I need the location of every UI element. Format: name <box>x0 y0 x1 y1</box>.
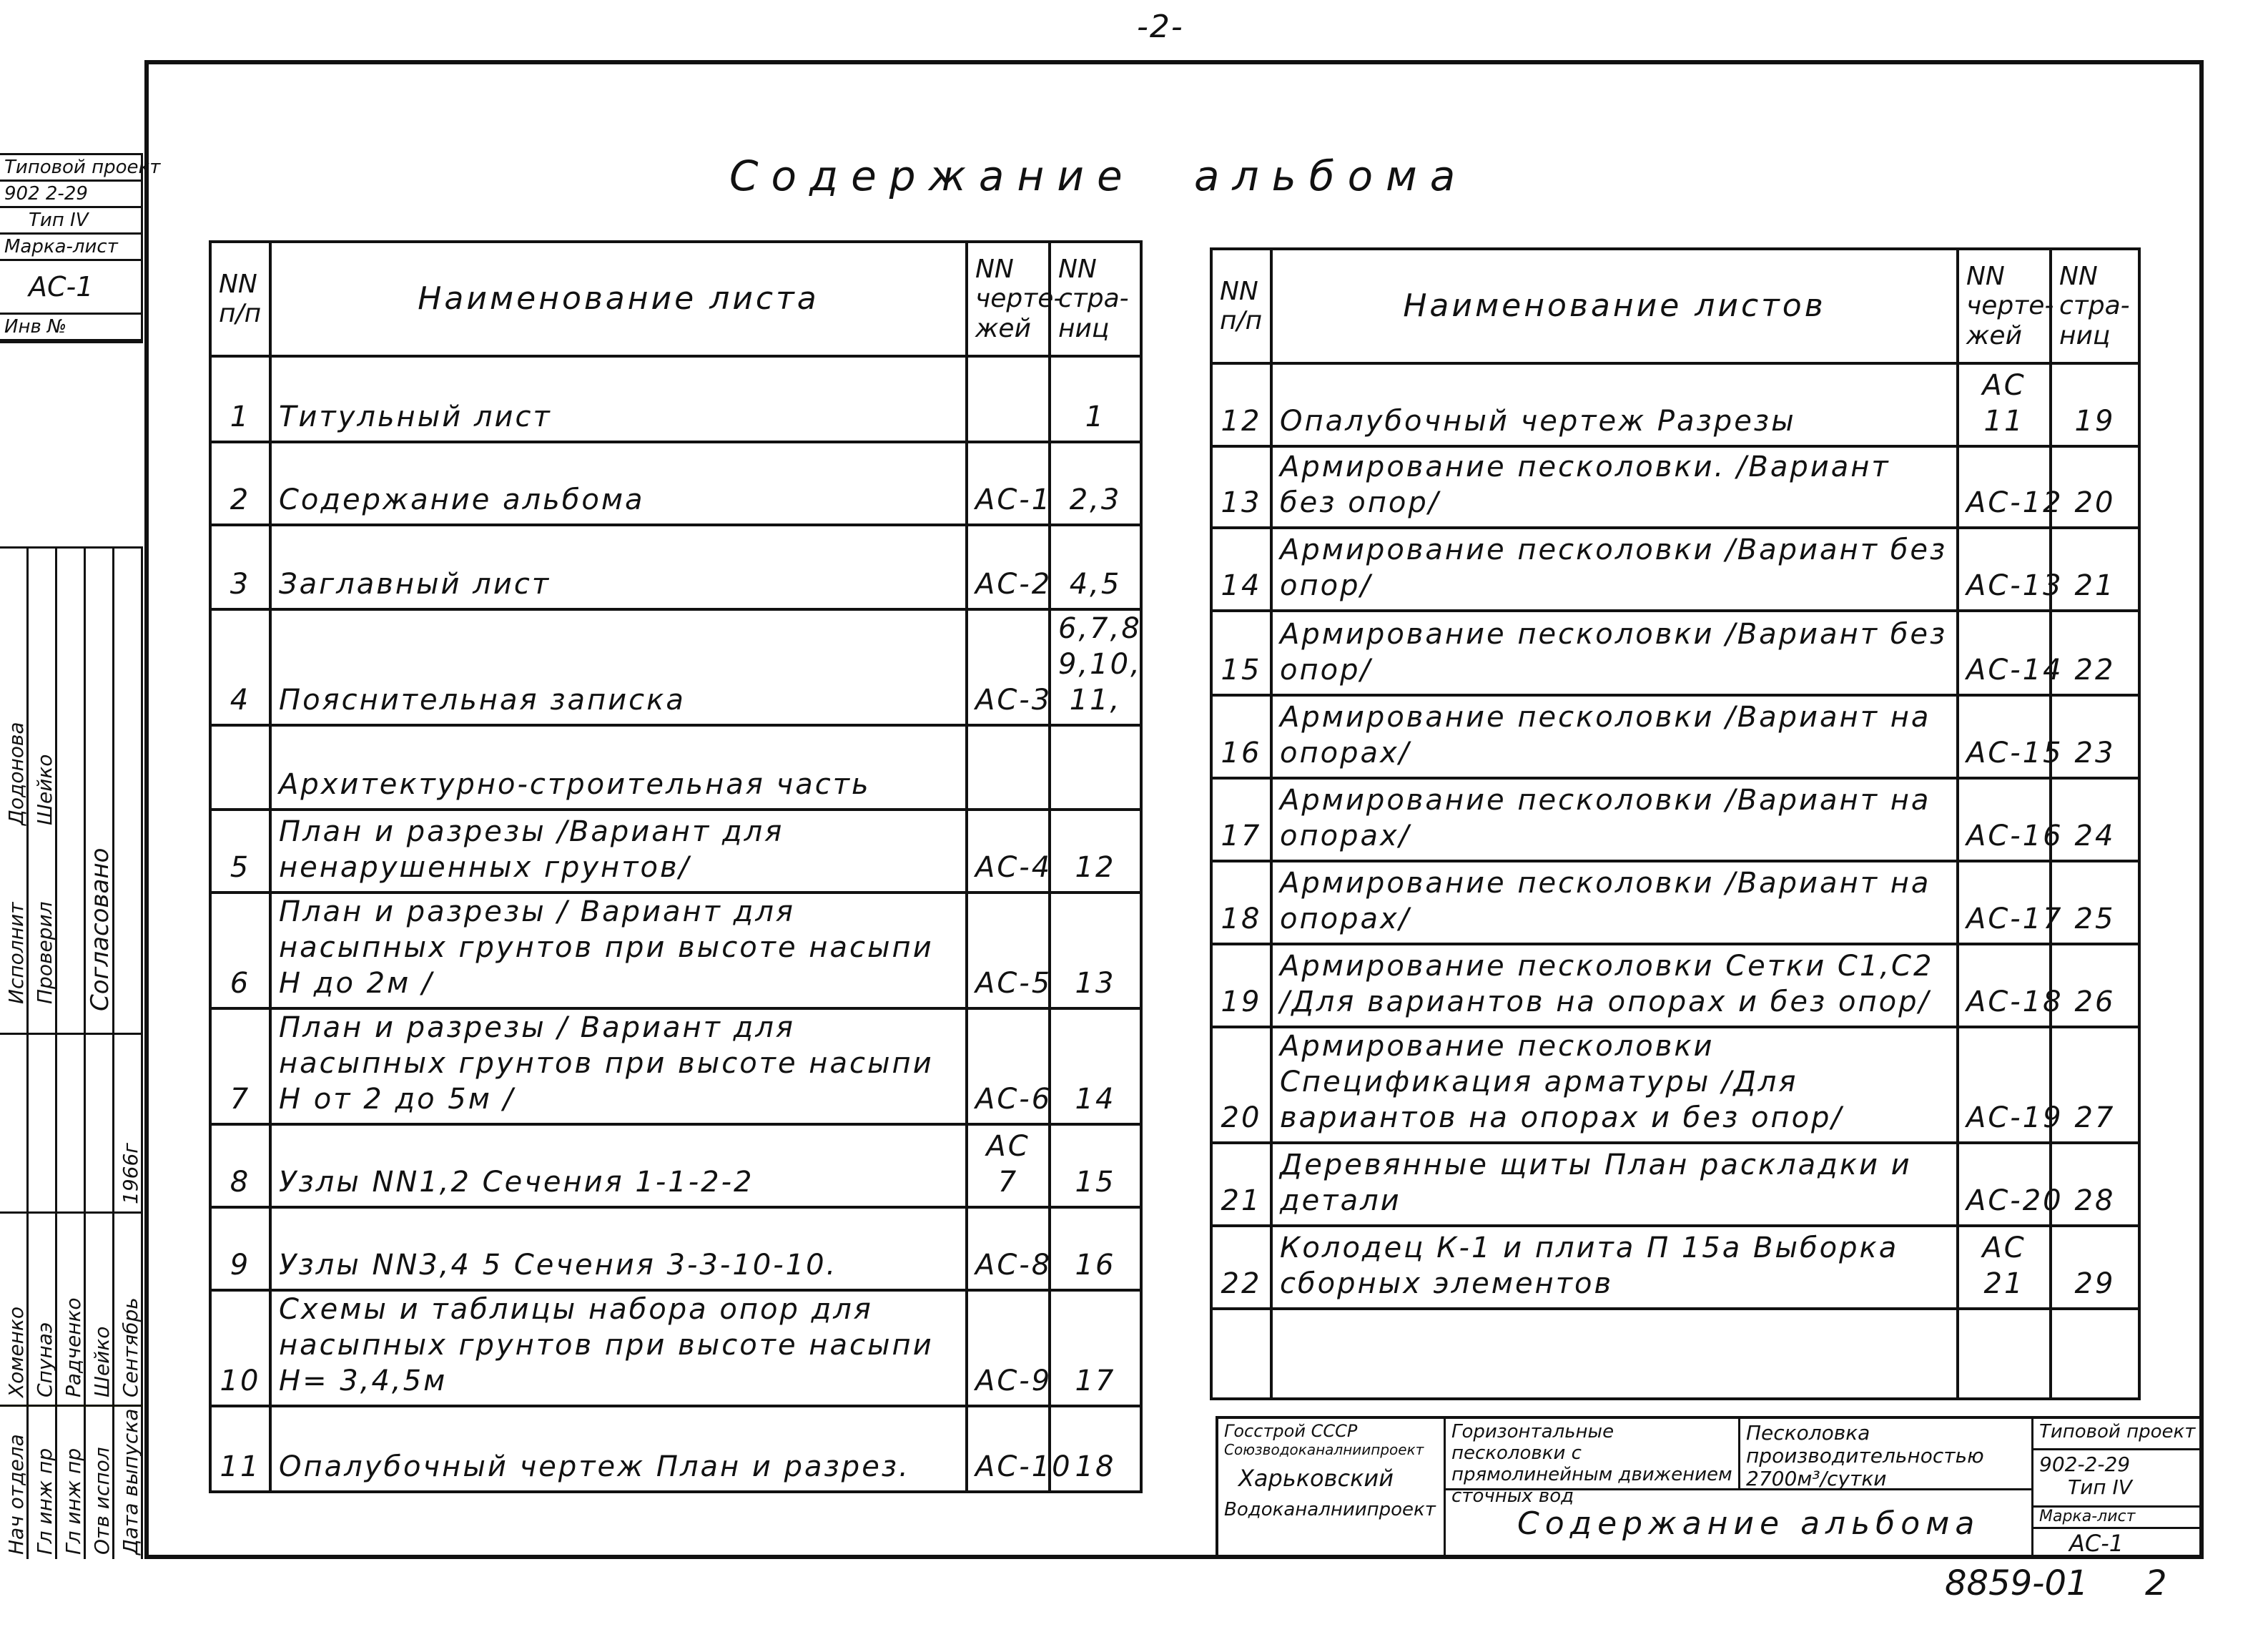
name-4: Шейко <box>90 1326 114 1397</box>
approval-strip <box>0 546 143 1559</box>
row-pages: 4,5 <box>1050 525 1141 609</box>
row-number: 7 <box>210 1008 270 1124</box>
header-num: NN п/п <box>1211 249 1271 363</box>
row-name: План и разрезы /Вариант для ненарушенных грунтов/ <box>270 810 967 893</box>
row-pages: 25 <box>2051 861 2139 944</box>
row-name: Армирование песколовки /Вариант на опорах/ <box>1271 861 1958 944</box>
table-row <box>210 810 1141 893</box>
row-name: Узлы NN1,2 Сечения 1-1-2-2 <box>270 1124 967 1207</box>
page-number: -2- <box>1137 9 1184 45</box>
name-1: Хоменко <box>4 1306 28 1397</box>
role-2: Гл инж пр <box>33 1447 56 1555</box>
table-row <box>1211 363 2139 446</box>
left-stamp <box>0 153 161 343</box>
row-code: АС-5 <box>967 893 1050 1008</box>
row-number: 3 <box>210 525 270 609</box>
header-name: Наименование листа <box>270 242 967 356</box>
header-pages: NN стра- ниц <box>1050 242 1141 356</box>
row-code: АС-6 <box>967 1008 1050 1124</box>
title-word-1: Содержание <box>729 152 1135 200</box>
table-row <box>210 1124 1141 1207</box>
tb-type: Тип IV <box>2068 1475 2132 1500</box>
table-header <box>210 242 1141 356</box>
row-number: 1 <box>210 356 270 442</box>
row-code: АС-10 <box>967 1406 1050 1492</box>
row-name: Опалубочный чертеж Разрезы <box>1271 363 1958 446</box>
role-1: Нач отдела <box>4 1434 28 1555</box>
table-row <box>210 609 1141 725</box>
row-number: 18 <box>1211 861 1271 944</box>
tb-capacity: Песколовка производительностью 2700м³/сутки <box>1740 1419 2033 1490</box>
row-number: 13 <box>1211 446 1271 528</box>
table-row <box>1211 1027 2139 1143</box>
row-number: 15 <box>1211 611 1271 695</box>
tb-org2: Союзводоканалниипроект <box>1224 1440 1424 1458</box>
row-pages: 26 <box>2051 944 2139 1027</box>
row-pages <box>1050 725 1141 810</box>
row-number: 16 <box>1211 695 1271 778</box>
row-name: Армирование песколовки. /Вариант без опор/ <box>1271 446 1958 528</box>
executor-name: Додонова <box>4 722 28 825</box>
row-pages: 16 <box>1050 1207 1141 1290</box>
row-number <box>210 725 270 810</box>
row-name: Опалубочный чертеж План и разрез. <box>270 1406 967 1492</box>
row-name: Деревянные щиты План раскладки и детали <box>1271 1143 1958 1226</box>
checked-name: Шейко <box>33 754 56 825</box>
stamp-mark-label: Марка-лист <box>0 235 141 261</box>
table-row <box>1211 944 2139 1027</box>
row-number: 6 <box>210 893 270 1008</box>
row-pages: 19 <box>2051 363 2139 446</box>
year: 1966г <box>119 1143 142 1204</box>
row-name: План и разрезы / Вариант для насыпных грунтов при высоте насыпи Н до 2м / <box>270 893 967 1008</box>
tb-mark-label: Марка-лист <box>2033 1508 2204 1529</box>
tb-org1: Госстрой СССР <box>1224 1421 1358 1441</box>
row-name: Архитектурно-строительная часть <box>270 725 967 810</box>
row-code <box>967 356 1050 442</box>
name-3: Радченко <box>61 1297 85 1397</box>
table-row <box>210 356 1141 442</box>
header-name: Наименование листов <box>1271 249 1958 363</box>
row-number: 21 <box>1211 1143 1271 1226</box>
row-number: 9 <box>210 1207 270 1290</box>
row-code: АС-14 <box>1958 611 2051 695</box>
table-row <box>1211 861 2139 944</box>
agreed-label: Согласовано <box>86 847 114 1011</box>
table-row <box>1211 611 2139 695</box>
table-row <box>1211 446 2139 528</box>
row-pages: 2,3 <box>1050 442 1141 525</box>
table-row <box>1211 1226 2139 1309</box>
row-number: 17 <box>1211 778 1271 861</box>
row-name <box>1271 1309 1958 1399</box>
row-number: 10 <box>210 1290 270 1406</box>
row-code: АС-17 <box>1958 861 2051 944</box>
table-row <box>210 725 1141 810</box>
stamp-mark-value: АС-1 <box>0 261 141 315</box>
row-code: АС-18 <box>1958 944 2051 1027</box>
table-row <box>210 525 1141 609</box>
row-code: АС-15 <box>1958 695 2051 778</box>
row-pages <box>2051 1309 2139 1399</box>
row-pages: 18 <box>1050 1406 1141 1492</box>
row-pages: 23 <box>2051 695 2139 778</box>
header-code: NN черте- жей <box>967 242 1050 356</box>
row-number: 12 <box>1211 363 1271 446</box>
stamp-type: Тип IV <box>0 208 141 235</box>
name-5: Сентябрь <box>119 1297 142 1397</box>
tb-code: 902-2-29 <box>2039 1452 2131 1476</box>
executor-label: Исполнит <box>4 902 28 1004</box>
row-code: АС 21 <box>1958 1226 2051 1309</box>
row-name: План и разрезы / Вариант для насыпных грунтов при высоте насыпи Н от 2 до 5м / <box>270 1008 967 1124</box>
row-number: 4 <box>210 609 270 725</box>
stamp-inv-label: Инв № <box>0 315 141 341</box>
table-row <box>1211 695 2139 778</box>
header-pages: NN стра- ниц <box>2051 249 2139 363</box>
row-number: 11 <box>210 1406 270 1492</box>
row-pages: 24 <box>2051 778 2139 861</box>
tb-sheet-name: Содержание альбома <box>1446 1490 2033 1559</box>
tb-project-code <box>2033 1450 2204 1508</box>
table-header <box>1211 249 2139 363</box>
row-number: 8 <box>210 1124 270 1207</box>
row-pages: 17 <box>1050 1290 1141 1406</box>
row-name: Схемы и таблицы набора опор для насыпных грунтов при высоте насыпи Н= 3,4,5м <box>270 1290 967 1406</box>
row-pages: 1 <box>1050 356 1141 442</box>
title-word-2: альбома <box>1194 152 1469 200</box>
row-pages: 29 <box>2051 1226 2139 1309</box>
row-code <box>967 725 1050 810</box>
contents-table-right <box>1210 247 2141 1400</box>
row-pages: 15 <box>1050 1124 1141 1207</box>
row-name: Армирование песколовки /Вариант без опор/ <box>1271 528 1958 611</box>
row-code: АС-4 <box>967 810 1050 893</box>
row-pages: 6,7,8 9,10, 11, <box>1050 609 1141 725</box>
row-name: Армирование песколовки /Вариант на опорах/ <box>1271 778 1958 861</box>
title-block <box>1216 1416 2204 1559</box>
row-name: Колодец К-1 и плита П 15а Выборка сборных элементов <box>1271 1226 1958 1309</box>
row-code: АС-20 <box>1958 1143 2051 1226</box>
row-code: АС 7 <box>967 1124 1050 1207</box>
row-code: АС-3 <box>967 609 1050 725</box>
table-row <box>1211 1143 2139 1226</box>
table-row <box>210 1008 1141 1124</box>
row-pages: 27 <box>2051 1027 2139 1143</box>
row-name: Заглавный лист <box>270 525 967 609</box>
row-number <box>1211 1309 1271 1399</box>
row-number: 19 <box>1211 944 1271 1027</box>
table-row <box>1211 1309 2139 1399</box>
row-pages: 28 <box>2051 1143 2139 1226</box>
row-code: АС-9 <box>967 1290 1050 1406</box>
role-4: Отв испол <box>90 1447 114 1555</box>
row-pages: 13 <box>1050 893 1141 1008</box>
table-row <box>210 1207 1141 1290</box>
row-pages: 22 <box>2051 611 2139 695</box>
row-number: 22 <box>1211 1226 1271 1309</box>
row-name: Узлы NN3,4 5 Сечения 3-3-10-10. <box>270 1207 967 1290</box>
row-pages: 21 <box>2051 528 2139 611</box>
row-pages: 14 <box>1050 1008 1141 1124</box>
row-code: АС-1 <box>967 442 1050 525</box>
row-pages: 12 <box>1050 810 1141 893</box>
tb-project-label: Типовой проект <box>2033 1419 2204 1450</box>
table-row <box>210 1406 1141 1492</box>
row-code: АС-12 <box>1958 446 2051 528</box>
row-code: АС-2 <box>967 525 1050 609</box>
tb-object: Горизонтальные песколовки с прямолинейным движением сточных вод <box>1446 1419 1740 1490</box>
row-name: Армирование песколовки Спецификация арматуры /Для вариантов на опорах и без опор/ <box>1271 1027 1958 1143</box>
tb-org3: Харьковский <box>1238 1464 1394 1492</box>
inventory-number: 8859-01 <box>1945 1563 2089 1603</box>
table-row <box>210 1290 1141 1406</box>
table-row <box>210 893 1141 1008</box>
row-name: Пояснительная записка <box>270 609 967 725</box>
row-pages: 20 <box>2051 446 2139 528</box>
row-name: Содержание альбома <box>270 442 967 525</box>
header-num: NN п/п <box>210 242 270 356</box>
checked-label: Проверил <box>33 901 56 1004</box>
row-code: АС-19 <box>1958 1027 2051 1143</box>
sheet-page: 2 <box>2145 1563 2167 1603</box>
role-3: Гл инж пр <box>61 1447 85 1555</box>
row-name: Титульный лист <box>270 356 967 442</box>
table-row <box>1211 528 2139 611</box>
role-5: Дата выпуска <box>119 1408 142 1555</box>
row-number: 20 <box>1211 1027 1271 1143</box>
row-name: Армирование песколовки /Вариант на опорах/ <box>1271 695 1958 778</box>
header-code: NN черте- жей <box>1958 249 2051 363</box>
row-number: 2 <box>210 442 270 525</box>
row-code: АС-16 <box>1958 778 2051 861</box>
table-row <box>1211 778 2139 861</box>
table-row <box>210 442 1141 525</box>
row-code: АС-8 <box>967 1207 1050 1290</box>
row-name: Армирование песколовки /Вариант без опор/ <box>1271 611 1958 695</box>
stamp-project-code: 902 2-29 <box>0 182 141 208</box>
tb-mark-value: АС-1 <box>2033 1529 2204 1559</box>
tb-org4: Водоканалниипроект <box>1224 1499 1436 1521</box>
row-number: 5 <box>210 810 270 893</box>
row-name: Армирование песколовки Сетки С1,С2 /Для вариантов на опорах и без опор/ <box>1271 944 1958 1027</box>
name-2: Спунаэ <box>33 1322 56 1397</box>
row-code <box>1958 1309 2051 1399</box>
row-code: АС-13 <box>1958 528 2051 611</box>
stamp-project-label: Типовой проект <box>0 155 141 182</box>
contents-table-left <box>209 240 1143 1493</box>
tb-organization <box>1218 1419 1446 1559</box>
row-code: АС 11 <box>1958 363 2051 446</box>
row-number: 14 <box>1211 528 1271 611</box>
